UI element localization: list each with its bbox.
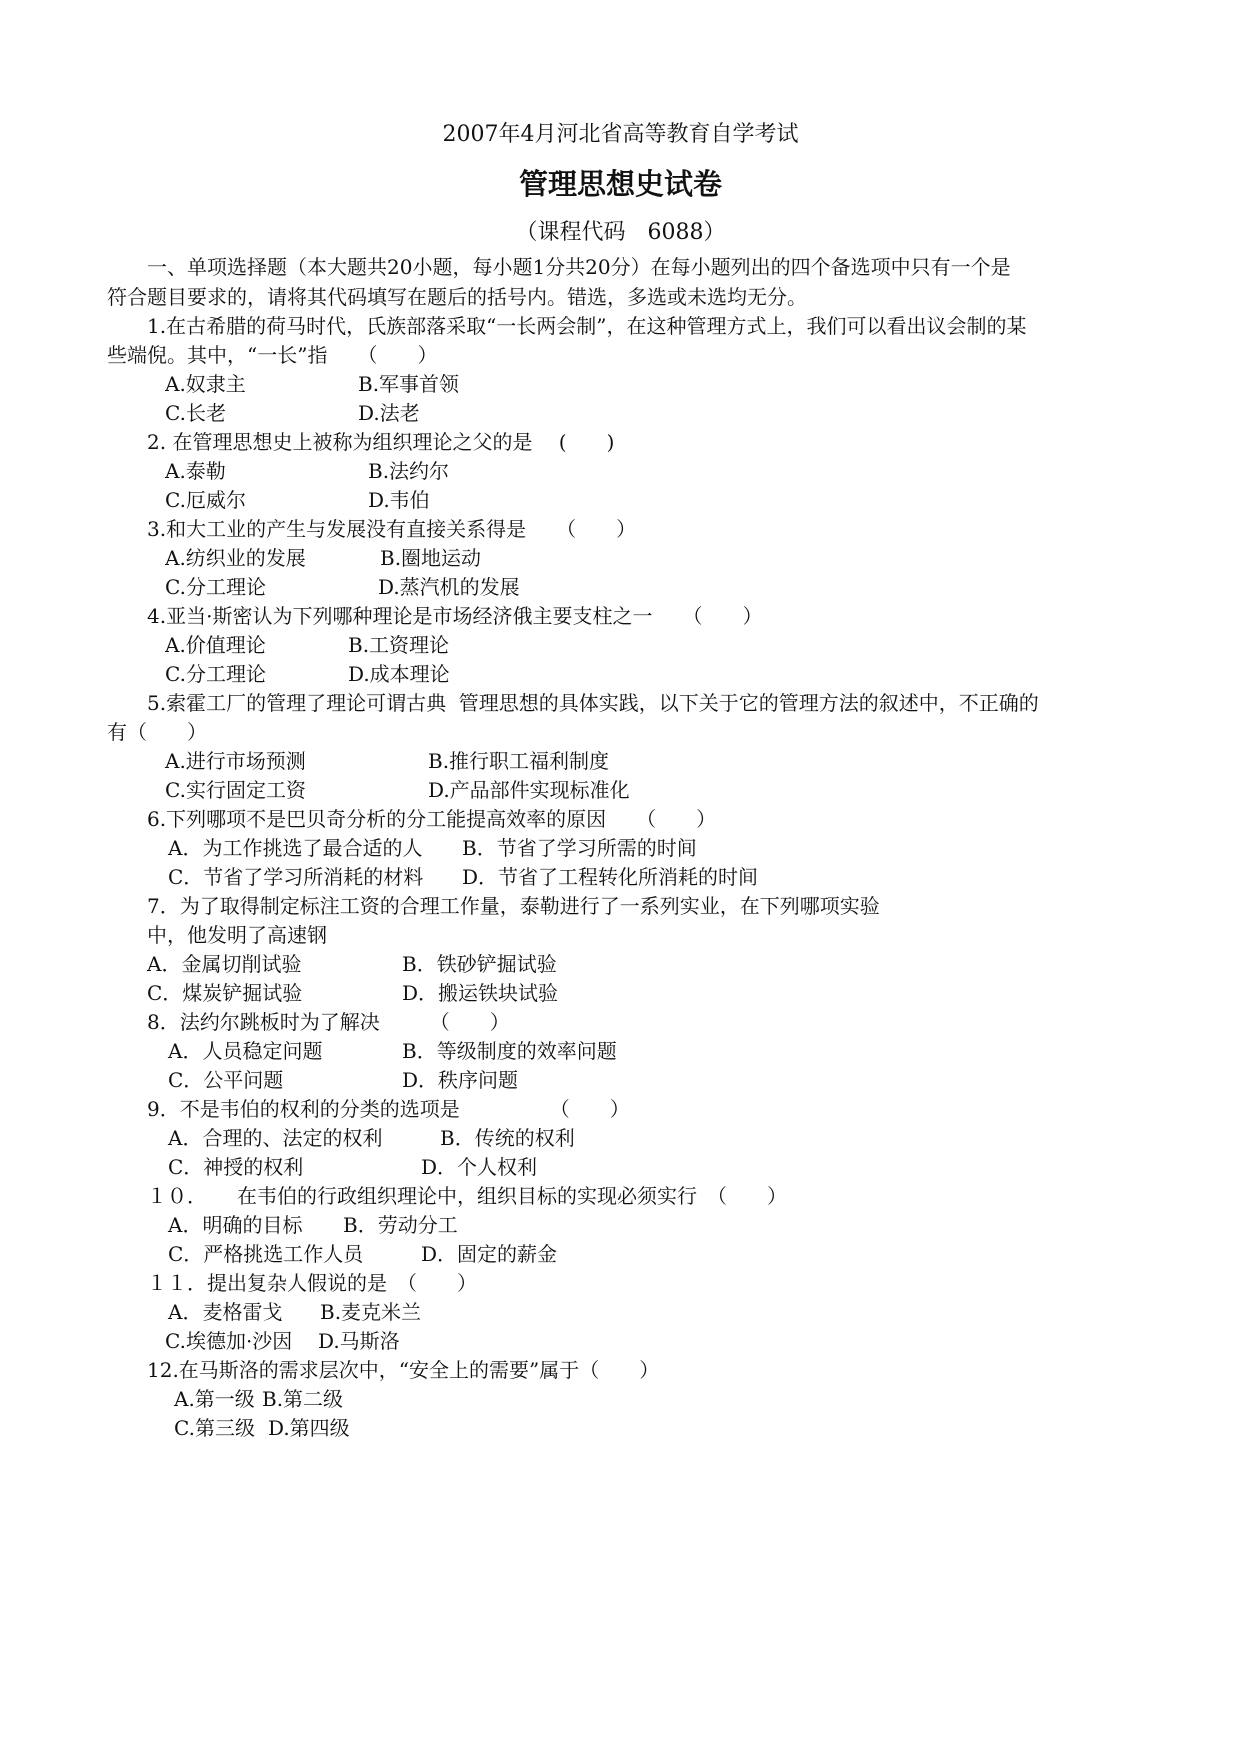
question-11-option-d: D.马斯洛 (318, 1329, 400, 1353)
question-10-stem: １０． 在韦伯的行政组织理论中，组织目标的实现必须实行 （ ） (147, 1184, 787, 1208)
question-5-option-b: B.推行职工福利制度 (428, 749, 610, 773)
question-6-stem: 6.下列哪项不是巴贝奇分析的分工能提高效率的原因 （ ） (147, 807, 717, 831)
question-11-option-b: B.麦克米兰 (320, 1300, 422, 1324)
question-1-option-d: D.法老 (358, 401, 420, 425)
question-3-option-d: D.蒸汽机的发展 (378, 575, 520, 599)
question-12-option-d: D.第四级 (268, 1416, 350, 1440)
question-9-option-d: D．个人权利 (421, 1155, 538, 1179)
question-2-option-c: C.厄威尔 (165, 488, 246, 512)
question-9-stem: 9．不是韦伯的权利的分类的选项是 （ ） (147, 1097, 630, 1121)
question-7-stem-line-2: 中，他发明了高速钢 (147, 923, 327, 947)
question-7-option-a: A．金属切削试验 (147, 952, 302, 976)
question-5-option-d: D.产品部件实现标准化 (428, 778, 630, 802)
question-5-stem-line-1: 5.索霍工厂的管理了理论可谓古典 管理思想的具体实践，以下关于它的管理方法的叙述中，不正确的 (147, 691, 1039, 715)
question-8-option-d: D．秩序问题 (402, 1068, 519, 1092)
section-instructions-line-2: 符合题目要求的，请将其代码填写在题后的括号内。错选，多选或未选均无分。 (107, 285, 807, 309)
question-10-option-d: D．固定的薪金 (421, 1242, 558, 1266)
question-4-option-a: A.价值理论 (165, 633, 266, 657)
question-1-stem-line-2: 些端倪。其中，“一长”指 （ ） (107, 343, 438, 367)
question-12-option-a: A.第一级 (174, 1387, 255, 1411)
question-4-stem: 4.亚当·斯密认为下列哪种理论是市场经济俄主要支柱之一 （ ） (147, 604, 763, 628)
page-title: 管理思想史试卷 (518, 167, 722, 201)
question-7-stem-line-1: 7．为了取得制定标注工资的合理工作量，泰勒进行了一系列实业，在下列哪项实验 (147, 894, 880, 918)
question-2-option-b: B.法约尔 (368, 459, 450, 483)
question-6-option-a: A．为工作挑选了最合适的人 (168, 836, 423, 860)
question-4-option-d: D.成本理论 (348, 662, 450, 686)
question-11-option-c: C.埃德加·沙因 (165, 1329, 293, 1353)
question-4-option-b: B.工资理论 (348, 633, 450, 657)
question-9-option-a: A．合理的、法定的权利 (168, 1126, 383, 1150)
question-11-option-a: A．麦格雷戈 (168, 1300, 283, 1324)
question-2-stem: 2. 在管理思想史上被称为组织理论之父的是 ( ) (147, 430, 615, 454)
question-8-option-c: C．公平问题 (168, 1068, 284, 1092)
question-3-stem: 3.和大工业的产生与发展没有直接关系得是 （ ） (147, 517, 637, 541)
question-12-stem: 12.在马斯洛的需求层次中，“安全上的需要”属于（ ） (147, 1358, 660, 1382)
course-code: （课程代码 6088） (515, 220, 726, 245)
question-10-option-b: B．劳动分工 (343, 1213, 458, 1237)
question-5-stem-line-2: 有（ ） (107, 720, 207, 744)
question-10-option-c: C．严格挑选工作人员 (168, 1242, 364, 1266)
question-12-option-b: B.第二级 (262, 1387, 344, 1411)
question-12-option-c: C.第三级 (174, 1416, 255, 1440)
question-8-option-a: A．人员稳定问题 (168, 1039, 323, 1063)
question-3-option-a: A.纺织业的发展 (165, 546, 306, 570)
question-3-option-c: C.分工理论 (165, 575, 266, 599)
question-1-stem-line-1: 1.在古希腊的荷马时代，氏族部落采取“一长两会制”，在这种管理方式上，我们可以看出议会制的某 (147, 314, 1027, 338)
question-9-option-c: C．神授的权利 (168, 1155, 304, 1179)
question-8-stem: 8．法约尔跳板时为了解决 （ ） (147, 1010, 510, 1034)
question-10-option-a: A．明确的目标 (168, 1213, 303, 1237)
question-7-option-c: C．煤炭铲掘试验 (147, 981, 303, 1005)
question-5-option-c: C.实行固定工资 (165, 778, 306, 802)
exam-header: 2007年4月河北省高等教育自学考试 (442, 122, 799, 147)
question-8-option-b: B．等级制度的效率问题 (402, 1039, 617, 1063)
question-2-option-d: D.韦伯 (368, 488, 430, 512)
question-6-option-d: D．节省了工程转化所消耗的时间 (462, 865, 759, 889)
question-6-option-c: C．节省了学习所消耗的材料 (168, 865, 424, 889)
question-7-option-d: D．搬运铁块试验 (402, 981, 559, 1005)
question-7-option-b: B．铁砂铲掘试验 (402, 952, 557, 976)
question-2-option-a: A.泰勒 (165, 459, 226, 483)
section-instructions-line-1: 一、单项选择题（本大题共20小题，每小题1分共20分）在每小题列出的四个备选项中只有一个是 (147, 255, 1011, 279)
question-4-option-c: C.分工理论 (165, 662, 266, 686)
question-11-stem: １１．提出复杂人假说的是 （ ） (147, 1271, 477, 1295)
question-1-option-b: B.军事首领 (358, 372, 460, 396)
question-6-option-b: B．节省了学习所需的时间 (462, 836, 697, 860)
question-1-option-c: C.长老 (165, 401, 226, 425)
question-5-option-a: A.进行市场预测 (165, 749, 306, 773)
question-1-option-a: A.奴隶主 (165, 372, 246, 396)
question-3-option-b: B.圈地运动 (380, 546, 482, 570)
question-9-option-b: B．传统的权利 (440, 1126, 575, 1150)
